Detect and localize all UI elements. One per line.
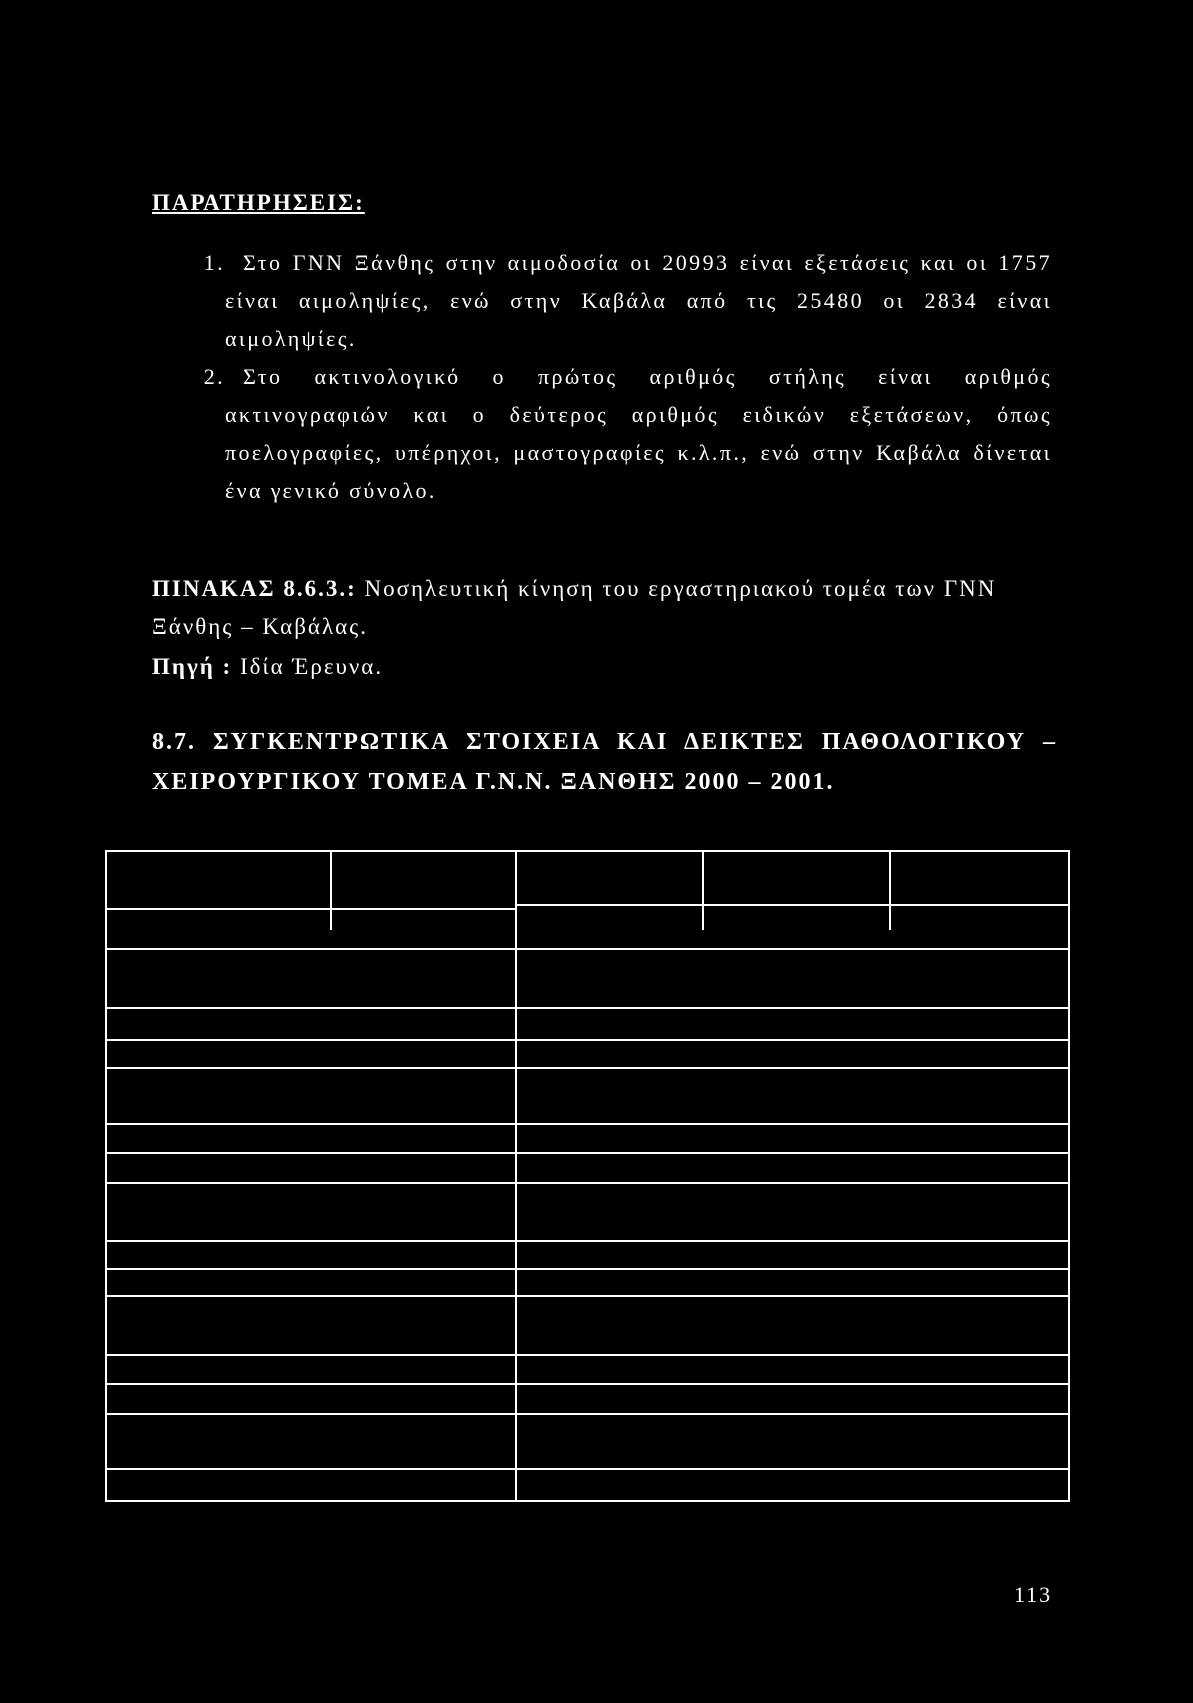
- source-label: Πηγή :: [152, 654, 233, 679]
- table-row-divider: [107, 1007, 1068, 1009]
- table-column-divider: [330, 852, 332, 930]
- source-text: Ιδία Έρευνα.: [239, 654, 384, 679]
- table-row-divider: [107, 1067, 1068, 1069]
- table-row-divider: [107, 1182, 1068, 1184]
- observation-text: Στο ΓΝΝ Ξάνθης στην αιμοδοσία οι 20993 είναι εξετάσεις και οι 1757 είναι αιμοληψίες, ενώ στην Καβάλα από τις 25480 οι 2834 είναι αιμοληψίες.: [225, 250, 1052, 351]
- table-row-divider: [107, 1240, 1068, 1242]
- table-caption: [152, 570, 1052, 646]
- section-title: 8.7. ΣΥΓΚΕΝΤΡΩΤΙΚΑ ΣΤΟΙΧΕΙΑ ΚΑΙ ΔΕΙΚΤΕΣ ΠΑΘΟΛΟΓΙΚΟΥ – ΧΕΙΡΟΥΡΓΙΚΟΥ ΤΟΜΕΑ Γ.Ν.Ν. ΞΑΝΘΗΣ 2000 – 2001.: [152, 729, 1057, 795]
- table-row-divider: [107, 1123, 1068, 1125]
- table-column-divider: [702, 852, 704, 930]
- table-row-divider: [107, 1354, 1068, 1356]
- observations-list: [152, 244, 1052, 510]
- observations-heading: ΠΑΡΑΤΗΡΗΣΕΙΣ:: [152, 190, 365, 215]
- table-row-divider: [107, 908, 515, 910]
- table-row-divider: [107, 1468, 1068, 1470]
- observation-number: 1.: [203, 250, 225, 275]
- observation-item: [152, 358, 1052, 510]
- page-number: 113: [1014, 1582, 1053, 1607]
- empty-table-grid: [105, 850, 1070, 1502]
- observation-text: Στο ακτινολογικό ο πρώτος αριθμός στήλης είναι αριθμός ακτινογραφιών και ο δεύτερος αριθμός ειδικών εξετάσεων, όπως ποελογραφίες, υπέρηχοι, μαστογραφίες κ.λ.π., ενώ στην Καβάλα δίνεται ένα γενικό σύνολο.: [225, 364, 1052, 503]
- table-caption-label: ΠΙΝΑΚΑΣ 8.6.3.:: [152, 576, 357, 601]
- table-row-divider: [107, 948, 1068, 950]
- table-source: [152, 654, 383, 680]
- table-row-divider: [107, 1413, 1068, 1415]
- table-row-divider: [107, 1383, 1068, 1385]
- table-row-divider: [515, 904, 1068, 906]
- table-column-divider: [889, 852, 891, 930]
- table-row-divider: [107, 1295, 1068, 1297]
- table-row-divider: [107, 1039, 1068, 1041]
- table-caption-text: Νοσηλευτική κίνηση του εργαστηριακού τομέα των ΓΝΝ Ξάνθης – Καβάλας.: [152, 576, 997, 639]
- observation-item: [152, 244, 1052, 358]
- table-row-divider: [107, 1152, 1068, 1154]
- observation-number: 2.: [203, 364, 225, 389]
- table-row-divider: [107, 1268, 1068, 1270]
